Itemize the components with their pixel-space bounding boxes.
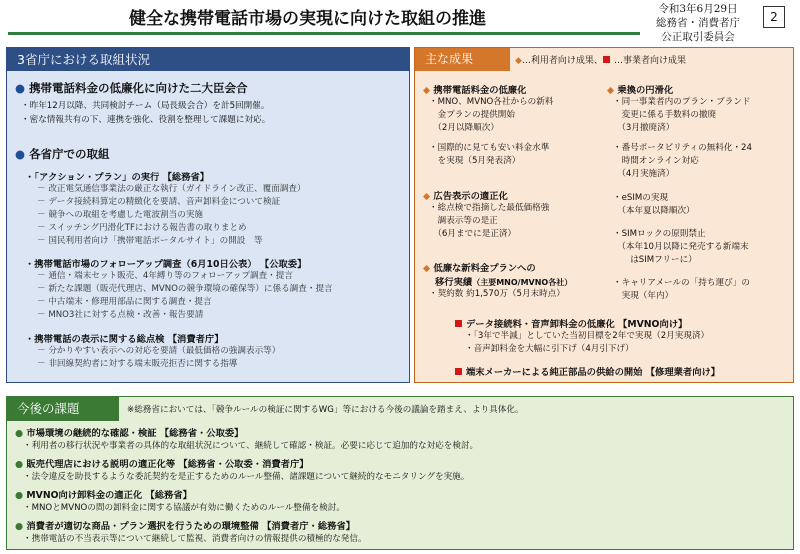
page-title: 健全な携帯電話市場の実現に向けた取組の推進 [129,9,486,29]
text-line: － スイッチング円滑化TFにおける報告書の取りまとめ [37,223,247,233]
page-number: 2 [763,6,785,28]
red-square-icon [603,56,610,63]
text-line: ・契約数 約1,570万（5月末時点） [429,289,565,299]
text-line: 時間オンライン対応 [613,156,699,166]
text-line: － データ接続料算定の精緻化を要請、音声卸料金について検証 [37,197,281,207]
bullet-circle-icon: ● [15,490,24,501]
text-line: － 新たな課題（販売代理店、MVNOの競争環境の確保等）に係る調査・提言 [37,284,333,294]
text-line: 変更に係る手数料の撤廃 [613,110,717,120]
bottom-panel-heading: 今後の課題 [7,397,119,421]
text-line: はSIMフリーに） [613,255,697,265]
result-ad-display: ◆ 広告表示の適正化 [423,191,508,202]
text-line: ・eSIMの実現 [613,193,669,203]
diamond-icon: ◆ [423,263,431,274]
task-agency-explanation: ● 販売代理店における説明の適正化等 【総務省・公取委・消費者庁】 [15,459,309,470]
left-panel [6,47,410,383]
bottom-note: ※総務省においては、「競争ルールの検証に関するWG」等における今後の議論を踏まえ、より具体化。 [127,405,524,415]
text-line: ・昨年12月以降、共同検討チーム（局長級会合）を計5回開催。 [21,101,270,111]
bullet-circle-icon: ● [15,428,24,439]
text-line: （本年夏以降順次） [613,206,695,216]
text-line: ・同一事業者内のプラン・ブランド [613,97,751,107]
text-line: 実現（年内） [613,291,674,301]
text-line: （4月実施済） [613,169,675,179]
text-line: ・音声卸料金を大幅に引下げ（4月引下げ） [465,344,634,354]
text-line: （2月以降順次） [429,123,499,133]
text-line: ・利用者の移行状況や事業者の具体的な取組状況について、継続して確認・検証。必要に応じて追加的な対応を検討。 [23,441,479,451]
bullet-circle-icon: ● [15,81,26,95]
text-line: ・MNO、MVNO各社からの新料 [429,97,554,107]
text-line: を実現（5月発表済） [429,156,521,166]
group-followup-survey: ・携帯電話市場のフォローアップ調査（6月10日公表） 【公取委】 [25,259,307,270]
result-mvno-fees: データ接続料・音声卸料金の低廉化 【MVNO向け】 [455,316,687,330]
diamond-icon: ◆ [423,85,431,96]
text-line: ・国際的に見ても安い料金水準 [429,143,550,153]
text-line: － 改正電気通信事業法の厳正な執行（ガイドライン改正、覆面調査） [37,184,306,194]
bullet-circle-icon: ● [15,521,24,532]
group-action-plan: ・「アクション・プラン」の実行 【総務省】 [25,172,210,183]
org-line-1: 総務省・消費者庁 [656,17,740,29]
result-switching: ◆ 乗換の円滑化 [607,85,674,96]
date: 令和3年6月29日 [658,3,738,15]
bullet-circle-icon: ● [15,147,26,161]
text-line: ・SIMロックの原則禁止 [613,229,706,239]
result-genuine-parts: 端末メーカーによる純正部品の供給の開始 【修理業者向け】 [455,364,720,378]
right-panel-heading: 主な成果 [415,48,510,71]
text-line: ・MNOとMVNOの間の卸料金に関する協議が有効に働くためのルール整備を検討。 [23,503,345,513]
text-line: － 国民利用者向け「携帯電話ポータルサイト」の開設 等 [37,236,263,246]
diamond-icon: ◆ [515,56,522,66]
title-underline [8,32,640,35]
text-line: － 中古端末・修理用部品に関する調査・提言 [37,297,212,307]
red-square-icon [455,368,462,375]
text-line: － 競争への取組を考慮した電波割当の実施 [37,210,204,220]
text-line: ・番号ポータビリティの無料化・24 [613,143,752,153]
section-ministers-meeting: ● 携帯電話料金の低廉化に向けた二大臣会合 [15,81,248,95]
text-line: － MNO3社に対する点検・改善・報告要請 [37,310,204,320]
left-panel-heading: 3省庁における取組状況 [7,48,409,71]
right-panel [414,47,794,383]
text-line: ・総点検で指摘した最低価格強 [429,203,550,213]
diamond-icon: ◆ [423,191,431,202]
bullet-circle-icon: ● [15,459,24,470]
task-market-verification: ● 市場環境の継続的な確認・検証 【総務省・公取委】 [15,428,244,439]
text-line: ・法令違反を助長するような委託契約を是正するためのルール整備、諸課題について継続的なモニタリングを実施。 [23,472,470,482]
text-line: （本年10月以降に発売する新端末 [613,242,749,252]
text-line: － 非回線契約者に対する端末販売拒否に関する指導 [37,359,238,369]
text-line: ・キャリアメールの「持ち運び」の [613,278,750,288]
task-consumer-environment: ● 消費者が適切な商品・プラン選択を行うための環境整備 【消費者庁・総務省】 [15,521,356,532]
org-line-2: 公正取引委員会 [661,31,735,43]
text-line: － 通信・端末セット販売、4年縛り等のフォローアップ調査・提言 [37,271,293,281]
text-line: － 分かりやすい表示への対応を要請（最低価格の強調表示等） [37,346,281,356]
text-line: ・携帯電話の不当表示等について継続して監視、消費者向けの情報提供の積極的な発信。 [23,534,367,544]
text-line: ・「3年で半減」としていた当初目標を2年で実現（2月実現済） [465,331,710,341]
text-line: 金プランの提供開始 [429,110,515,120]
text-line: 調表示等の是正 [429,216,498,226]
result-price-reduction: ◆ 携帯電話料金の低廉化 [423,85,527,96]
text-line: ・密な情報共有の下、連携を強化、役割を整理して課題に対応。 [21,115,271,125]
bottom-panel [6,396,794,550]
legend: ◆…利用者向け成果、 …事業者向け成果 [515,56,686,66]
result-migration-title-2: 移行実績（主要MNO/MVNO各社） [435,277,573,288]
text-line: （3月撤廃済） [613,123,675,133]
section-ministries: ● 各省庁での取組 [15,147,110,161]
header-date-block [642,2,754,44]
red-square-icon [455,320,462,327]
text-line: （6月までに是正済） [429,229,517,239]
result-migration: ◆ 低廉な新料金プランへの [423,263,536,274]
group-display-inspection: ・携帯電話の表示に関する総点検 【消費者庁】 [25,334,224,345]
diamond-icon: ◆ [607,85,615,96]
task-mvno-wholesale: ● MVNO向け卸料金の適正化 【総務省】 [15,490,192,501]
